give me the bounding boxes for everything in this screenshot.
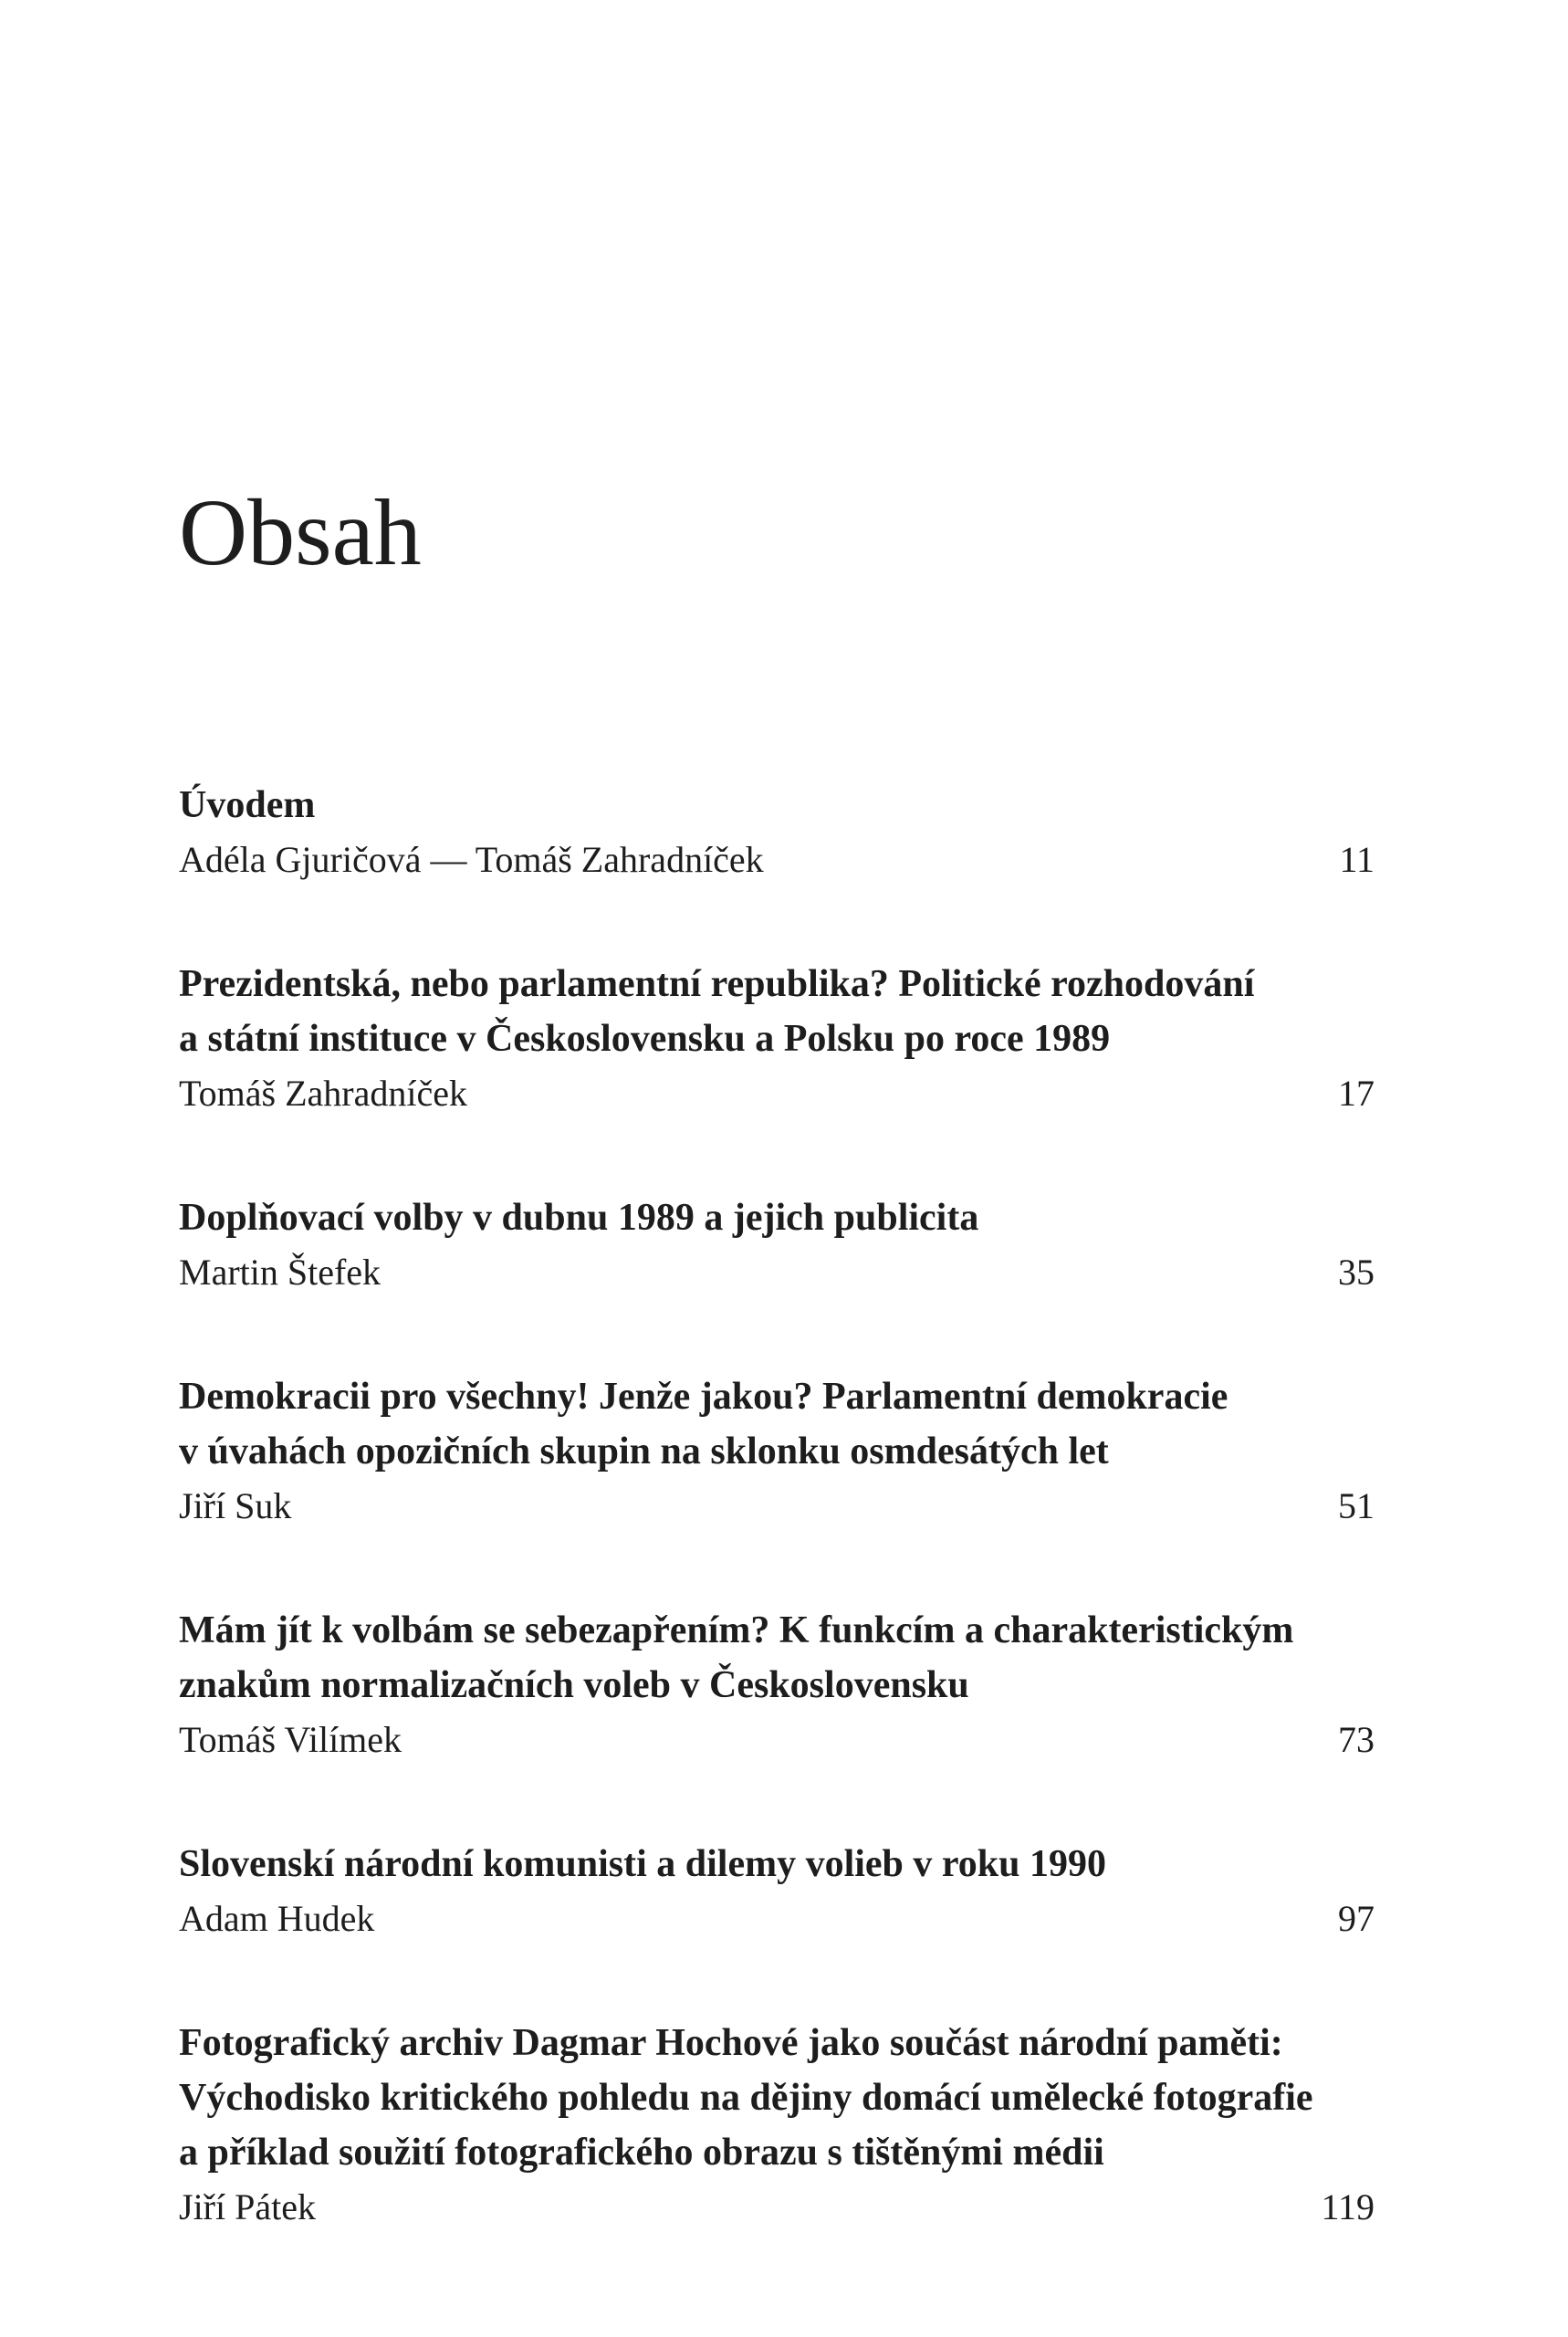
entry-title (179, 1190, 1375, 1245)
entry-title (179, 957, 1375, 1066)
entry-page-number: 35 (1338, 1252, 1375, 1293)
entry-page-number: 51 (1338, 1485, 1375, 1526)
entry-page-number: 73 (1338, 1719, 1375, 1760)
entry-author: Martin Štefek (179, 1252, 382, 1293)
entry-title-line: a státní instituce v Československu a Polsku po roce 1989 (179, 1018, 1111, 1060)
entry-title (179, 1603, 1375, 1713)
toc-entry[interactable] (179, 1190, 1375, 1300)
entry-title (179, 2016, 1375, 2180)
entry-author: Tomáš Zahradníček (179, 1073, 467, 1114)
entry-title (179, 778, 1375, 833)
entry-title-line: Východisko kritického pohledu na dějiny domácí umělecké fotografie (179, 2077, 1313, 2119)
toc-entry[interactable] (179, 1837, 1375, 1946)
entry-title-line: a příklad soužití fotografického obrazu s tištěnými médii (179, 2132, 1104, 2174)
entry-page-number: 97 (1338, 1898, 1375, 1939)
entry-title-line: Prezidentská, nebo parlamentní republika? Politické rozhodování (179, 963, 1255, 1005)
entry-title-line: znakům normalizačních voleb v Československu (179, 1664, 969, 1706)
entry-title (179, 1837, 1375, 1892)
toc-entry[interactable] (179, 957, 1375, 1121)
entry-title-line: v úvahách opozičních skupin na sklonku osmdesátých let (179, 1430, 1109, 1472)
toc-entry[interactable] (179, 1603, 1375, 1767)
entry-title-line: Mám jít k volbám se sebezapřením? K funkcím a charakteristickým (179, 1609, 1294, 1651)
entry-author: Jiří Pátek (179, 2186, 316, 2227)
entry-title-line: Slovenskí národní komunisti a dilemy volieb v roku 1990 (179, 1843, 1107, 1885)
entry-page-number: 11 (1339, 839, 1375, 880)
entry-author: Tomáš Vilímek (179, 1719, 402, 1760)
entry-title-line: Demokracii pro všechny! Jenže jakou? Parlamentní demokracie (179, 1376, 1228, 1418)
toc-entry[interactable] (179, 778, 1375, 887)
entry-title (179, 1369, 1375, 1479)
page-title: Obsah (179, 480, 422, 585)
entry-author: Adéla Gjuričová — Tomáš Zahradníček (179, 839, 764, 880)
entry-title-line: Úvodem (179, 784, 316, 826)
toc-entry[interactable] (179, 2016, 1375, 2235)
toc-entry[interactable] (179, 1369, 1375, 1534)
entry-title-line: Fotografický archiv Dagmar Hochové jako součást národní paměti: (179, 2022, 1283, 2064)
entry-author: Jiří Suk (179, 1485, 292, 1526)
entry-page-number: 119 (1321, 2186, 1375, 2227)
entry-title-line: Doplňovací volby v dubnu 1989 a jejich publicita (179, 1197, 979, 1239)
entry-author: Adam Hudek (179, 1898, 375, 1939)
entry-page-number: 17 (1338, 1073, 1375, 1114)
table-of-contents (179, 778, 1375, 2304)
